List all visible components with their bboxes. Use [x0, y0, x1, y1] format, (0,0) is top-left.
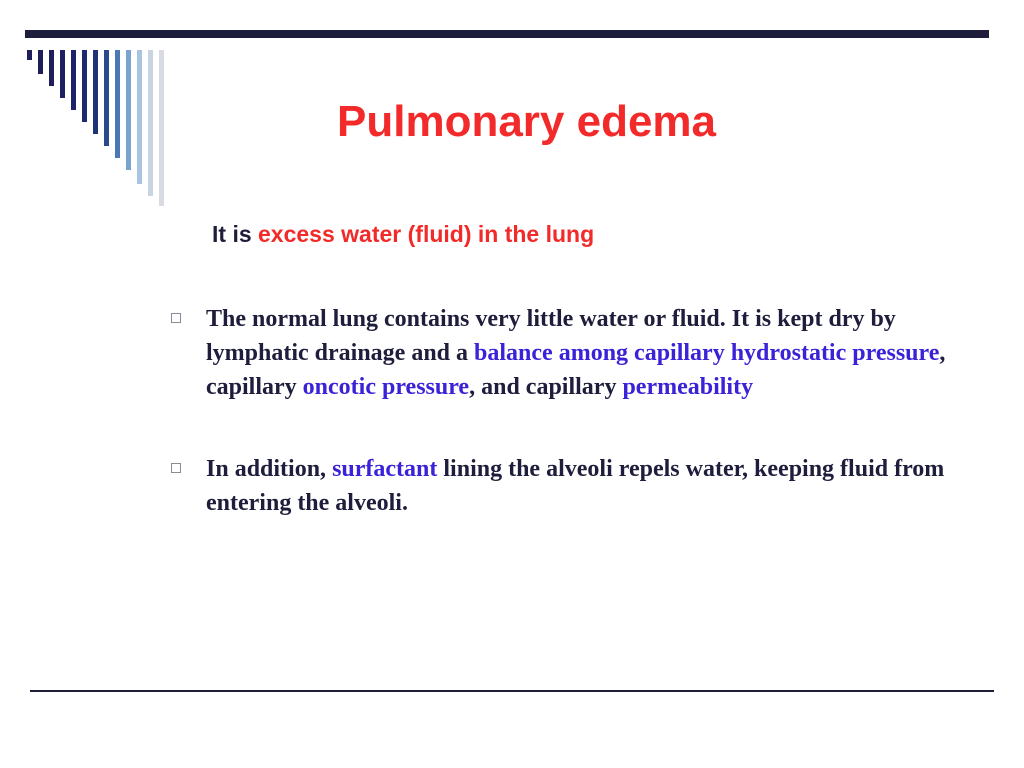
bullet-text-segment: The normal lung contains very little water or fluid. It is kept dry by lymphatic drainage and a	[206, 306, 896, 366]
bullet-list	[168, 302, 998, 520]
decorative-stripe	[82, 50, 87, 122]
decorative-stripe	[49, 50, 54, 86]
bullet-text-segment: surfactant	[332, 456, 438, 482]
bullet-item	[168, 452, 998, 520]
bullet-text-segment: , capillary	[206, 340, 946, 400]
decorative-stripe	[126, 50, 131, 170]
decorative-stripe	[159, 50, 164, 206]
bullet-item	[168, 302, 998, 404]
decorative-stripe	[27, 50, 32, 60]
decorative-stripe	[148, 50, 153, 196]
decorative-stripes	[0, 0, 200, 220]
bullet-text-segment: lining the alveoli repels water, keeping fluid from entering the alveoli.	[206, 456, 945, 516]
hollow-square-bullet-icon	[171, 463, 181, 473]
bullet-text-segment: oncotic pressure	[302, 374, 470, 400]
bullet-text-segment: In addition,	[206, 456, 333, 482]
bottom-divider	[30, 690, 994, 692]
decorative-stripe	[93, 50, 98, 134]
decorative-stripe	[38, 50, 43, 74]
decorative-stripe	[104, 50, 109, 146]
bullet-text-segment: , and capillary	[469, 374, 623, 400]
bullet-text-segment: permeability	[622, 374, 754, 400]
slide-subtitle	[212, 218, 594, 250]
hollow-square-bullet-icon	[171, 313, 181, 323]
decorative-stripe	[71, 50, 76, 110]
subtitle-highlight: excess water (fluid) in the lung	[258, 221, 595, 247]
subtitle-prefix: It is	[212, 221, 259, 247]
decorative-stripe	[115, 50, 120, 158]
slide-title: Pulmonary edema	[337, 97, 717, 146]
bullet-text-segment: balance among capillary hydrostatic pressure	[474, 340, 940, 366]
decorative-stripe	[137, 50, 142, 184]
decorative-stripe	[60, 50, 65, 98]
